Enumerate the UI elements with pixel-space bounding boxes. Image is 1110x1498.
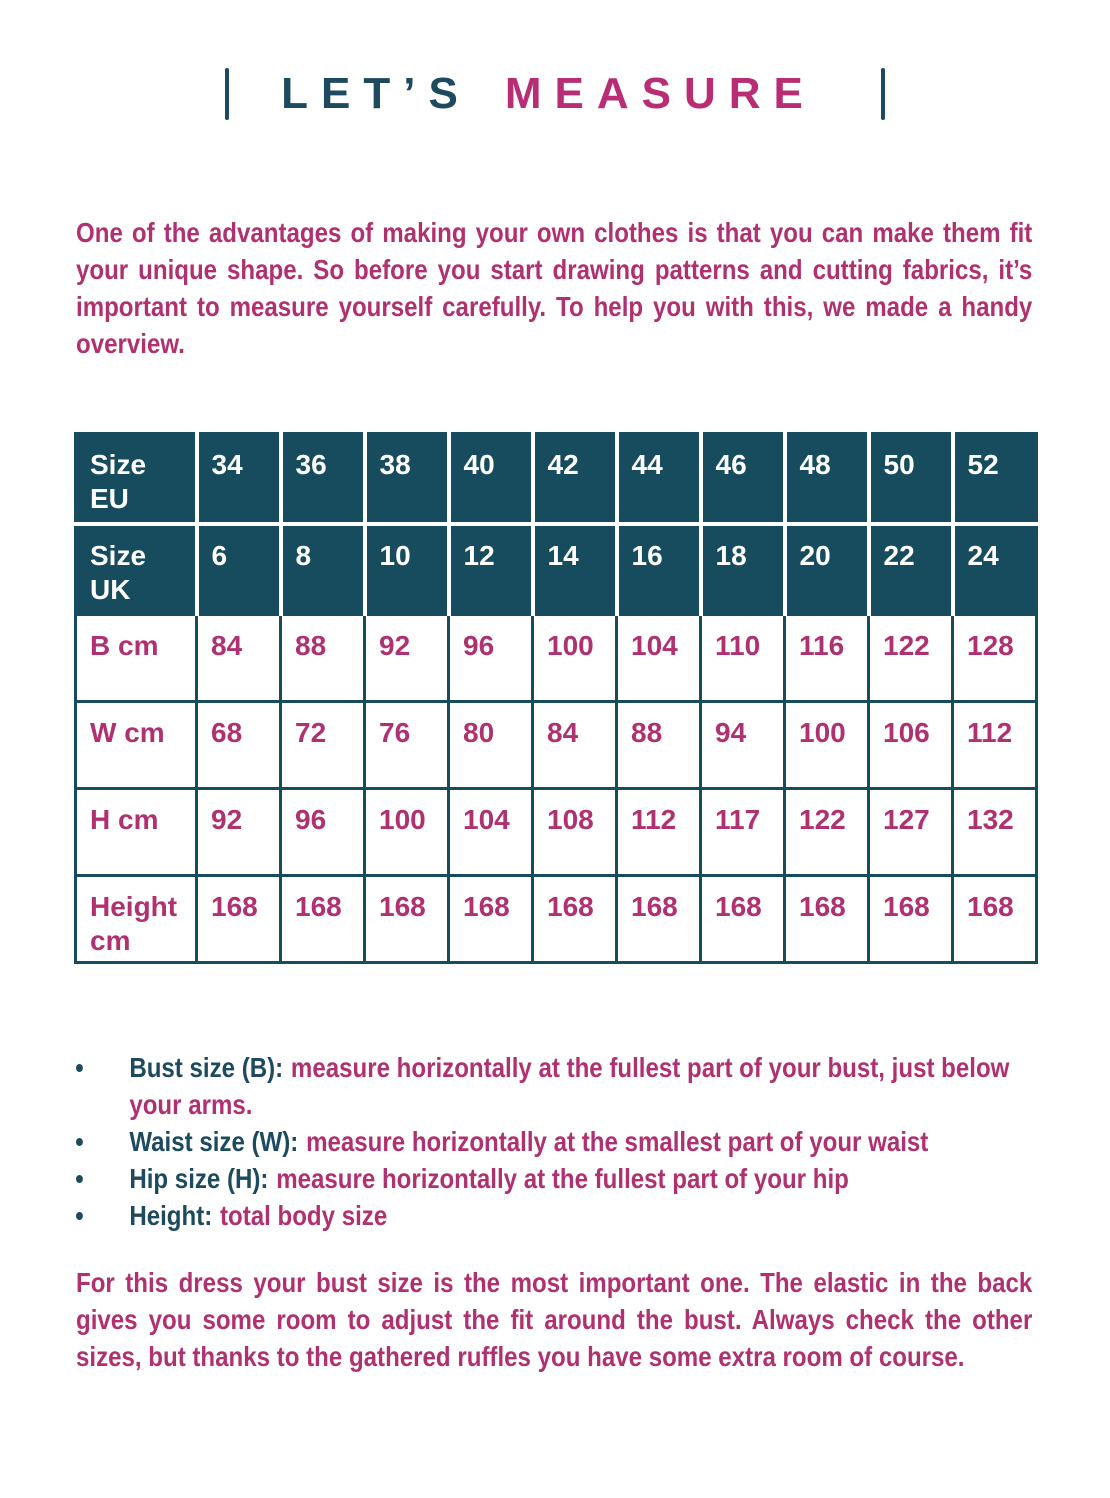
table-cell: 76 — [365, 702, 449, 789]
table-cell: 36 — [281, 434, 365, 525]
list-item-hip — [76, 1160, 1032, 1197]
intro-paragraph: One of the advantages of making your own clothes is that you can make them fit your unique shape. So before you start drawing patterns and cutting fabrics, it’s important to measure yourself carefully. To help you with this, we made a handy overview. — [76, 217, 1033, 359]
table-cell: 40 — [449, 434, 533, 525]
row-label-height: Height cm — [76, 876, 197, 963]
bullet-list — [76, 1049, 1032, 1234]
table-cell: 106 — [869, 702, 953, 789]
bullet-icon — [76, 1138, 83, 1146]
table-cell: 88 — [281, 615, 365, 702]
table-cell: 108 — [533, 789, 617, 876]
table-cell: 8 — [281, 524, 365, 615]
table-cell: 38 — [365, 434, 449, 525]
table-cell: 92 — [197, 789, 281, 876]
table-cell: 112 — [617, 789, 701, 876]
table-row-size-uk — [76, 524, 1037, 615]
table-cell: 112 — [953, 702, 1037, 789]
bullet-text — [129, 1160, 849, 1197]
table-cell: 96 — [281, 789, 365, 876]
table-cell: 72 — [281, 702, 365, 789]
table-cell: 80 — [449, 702, 533, 789]
table-cell: 22 — [869, 524, 953, 615]
bullet-text — [129, 1123, 928, 1160]
table-cell: 94 — [701, 702, 785, 789]
list-item-height — [76, 1197, 1032, 1234]
bullet-icon — [76, 1175, 83, 1183]
table-cell: 84 — [533, 702, 617, 789]
table-cell: 100 — [533, 615, 617, 702]
table-cell: 168 — [701, 876, 785, 963]
table-row-size-eu — [76, 434, 1037, 525]
table-cell: 16 — [617, 524, 701, 615]
table-cell: 20 — [785, 524, 869, 615]
bullet-term: Height: — [129, 1200, 213, 1231]
table-cell: 168 — [617, 876, 701, 963]
table-cell: 100 — [785, 702, 869, 789]
bullet-desc: total body size — [219, 1200, 388, 1231]
bullet-desc: measure horizontally at the smallest part of your waist — [306, 1126, 929, 1157]
table-row-hip — [76, 789, 1037, 876]
row-label-size-uk: Size UK — [76, 524, 197, 615]
table-cell: 104 — [449, 789, 533, 876]
table-cell: 168 — [197, 876, 281, 963]
table-cell: 127 — [869, 789, 953, 876]
page-title — [0, 0, 1110, 122]
table-cell: 92 — [365, 615, 449, 702]
table-row-bust — [76, 615, 1037, 702]
table-cell: 100 — [365, 789, 449, 876]
table-cell: 88 — [617, 702, 701, 789]
bullet-term: Bust size (B): — [129, 1052, 284, 1083]
table-cell: 68 — [197, 702, 281, 789]
bullet-desc: measure horizontally at the fullest part of your hip — [276, 1163, 849, 1194]
table-cell: 18 — [701, 524, 785, 615]
bullet-text — [129, 1197, 387, 1234]
table-cell: 42 — [533, 434, 617, 525]
table-cell: 50 — [869, 434, 953, 525]
table-cell: 12 — [449, 524, 533, 615]
size-table — [74, 432, 1038, 964]
table-cell: 52 — [953, 434, 1037, 525]
bullet-term: Hip size (H): — [129, 1163, 269, 1194]
row-label-bust: B cm — [76, 615, 197, 702]
table-cell: 168 — [533, 876, 617, 963]
table-cell: 10 — [365, 524, 449, 615]
table-cell: 44 — [617, 434, 701, 525]
table-cell: 48 — [785, 434, 869, 525]
table-cell: 110 — [701, 615, 785, 702]
bullet-desc: measure horizontally at the fullest part of your bust, just below your arms. — [129, 1052, 1010, 1120]
title-right-bar-icon — [881, 68, 885, 120]
table-row-height — [76, 876, 1037, 963]
title-left-bar-icon — [225, 68, 229, 120]
table-cell: 168 — [449, 876, 533, 963]
table-cell: 116 — [785, 615, 869, 702]
row-label-hip: H cm — [76, 789, 197, 876]
measurement-definitions — [76, 1049, 1032, 1234]
closing-section — [76, 1264, 1032, 1375]
table-row-waist — [76, 702, 1037, 789]
intro-section — [76, 214, 1032, 362]
table-cell: 117 — [701, 789, 785, 876]
table-cell: 168 — [869, 876, 953, 963]
row-label-waist: W cm — [76, 702, 197, 789]
table-cell: 122 — [869, 615, 953, 702]
table-cell: 122 — [785, 789, 869, 876]
bullet-icon — [76, 1212, 83, 1220]
table-cell: 96 — [449, 615, 533, 702]
table-cell: 84 — [197, 615, 281, 702]
list-item-waist — [76, 1123, 1032, 1160]
table-cell: 46 — [701, 434, 785, 525]
table-cell: 168 — [953, 876, 1037, 963]
bullet-term: Waist size (W): — [129, 1126, 299, 1157]
list-item-bust — [76, 1049, 1032, 1123]
table-cell: 168 — [785, 876, 869, 963]
table-cell: 132 — [953, 789, 1037, 876]
bullet-text — [129, 1049, 1032, 1123]
table-cell: 168 — [365, 876, 449, 963]
title-lets: LET’S — [281, 69, 471, 118]
table-cell: 128 — [953, 615, 1037, 702]
table-cell: 24 — [953, 524, 1037, 615]
table-cell: 34 — [197, 434, 281, 525]
row-label-size-eu: Size EU — [76, 434, 197, 525]
table-cell: 6 — [197, 524, 281, 615]
table-cell: 168 — [281, 876, 365, 963]
bullet-icon — [76, 1064, 83, 1072]
table-cell: 14 — [533, 524, 617, 615]
table-cell: 104 — [617, 615, 701, 702]
title-measure: MEASURE — [504, 69, 816, 118]
closing-paragraph: For this dress your bust size is the most important one. The elastic in the back gives you some room to adjust the fit around the bust. Always check the other sizes, but thanks to the gathered ruffles you have some extra room of course. — [76, 1267, 1033, 1372]
